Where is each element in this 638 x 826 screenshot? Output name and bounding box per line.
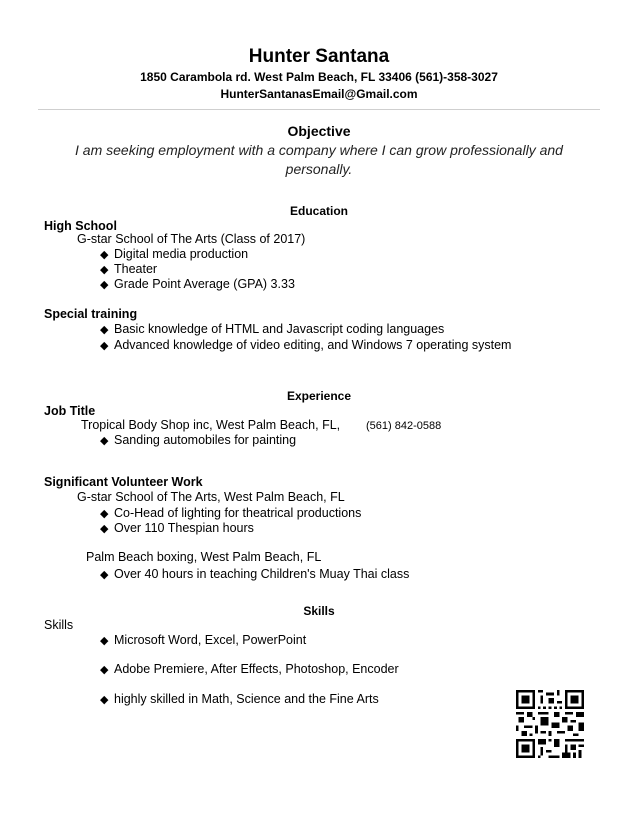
- bullet-icon: ◆: [100, 523, 109, 535]
- bullet-icon: ◆: [100, 435, 109, 447]
- objective-text: I am seeking employment with a company where I can grow professionally and personally.: [75, 142, 563, 177]
- bullet-text: Over 110 Thespian hours: [114, 521, 254, 535]
- bullet-icon: ◆: [100, 664, 109, 676]
- bullet-text: Digital media production: [114, 247, 249, 261]
- list-item: [100, 506, 361, 522]
- list-item: [100, 262, 157, 278]
- bullet-icon: ◆: [100, 635, 109, 647]
- bullet-icon: ◆: [100, 694, 109, 706]
- bullet-text: Grade Point Average (GPA) 3.33: [114, 277, 295, 291]
- skills-label: Skills: [44, 618, 74, 632]
- bullet-text: Co-Head of lighting for theatrical productions: [114, 506, 362, 520]
- list-item: [100, 322, 444, 338]
- bullet-icon: ◆: [100, 508, 109, 520]
- bullet-text: Sanding automobiles for painting: [114, 433, 297, 447]
- list-item: [100, 247, 248, 263]
- list-item: [100, 662, 399, 678]
- bullet-text: Microsoft Word, Excel, PowerPoint: [114, 633, 307, 647]
- header-divider: [38, 109, 600, 110]
- list-item: [100, 277, 295, 293]
- school-line: G-star School of The Arts (Class of 2017): [77, 232, 306, 246]
- job-line: Tropical Body Shop inc, West Palm Beach, FL,: [81, 418, 341, 432]
- list-item: [100, 433, 296, 449]
- bullet-icon: ◆: [100, 264, 109, 276]
- experience-heading: Experience: [286, 389, 352, 403]
- contact-email: HunterSantanasEmail@Gmail.com: [220, 87, 418, 101]
- bullet-icon: ◆: [100, 249, 109, 261]
- job-phone: (561) 842-0588: [366, 420, 442, 432]
- volunteer-label: Significant Volunteer Work: [44, 475, 203, 489]
- volunteer-line-2: Palm Beach boxing, West Palm Beach, FL: [86, 550, 322, 564]
- bullet-icon: ◆: [100, 340, 109, 352]
- contact-address: 1850 Carambola rd. West Palm Beach, FL 33406 (561)-358-3027: [140, 70, 498, 84]
- bullet-icon: ◆: [100, 569, 109, 581]
- list-item: [100, 567, 409, 583]
- bullet-text: Adobe Premiere, After Effects, Photoshop, Encoder: [114, 662, 399, 676]
- list-item: [100, 521, 254, 537]
- skills-heading: Skills: [303, 604, 335, 618]
- bullet-text: Theater: [114, 262, 158, 276]
- education-heading: Education: [289, 204, 348, 218]
- bullet-text: Advanced knowledge of video editing, and Windows 7 operating system: [114, 338, 512, 352]
- list-item: [100, 633, 306, 649]
- job-title-label: Job Title: [44, 404, 96, 418]
- resume-name: Hunter Santana: [248, 46, 390, 67]
- bullet-text: Basic knowledge of HTML and Javascript coding languages: [114, 322, 445, 336]
- bullet-icon: ◆: [100, 324, 109, 336]
- bullet-icon: ◆: [100, 279, 109, 291]
- bullet-text: highly skilled in Math, Science and the Fine Arts: [114, 692, 379, 706]
- bullet-text: Over 40 hours in teaching Children's Muay Thai class: [114, 567, 410, 581]
- special-training-label: Special training: [44, 307, 138, 321]
- objective-heading: Objective: [287, 123, 351, 139]
- volunteer-line-1: G-star School of The Arts, West Palm Beach, FL: [77, 490, 345, 504]
- list-item: [100, 338, 511, 354]
- high-school-label: High School: [44, 219, 117, 233]
- qr-code-icon: [516, 690, 584, 758]
- list-item: [100, 692, 379, 708]
